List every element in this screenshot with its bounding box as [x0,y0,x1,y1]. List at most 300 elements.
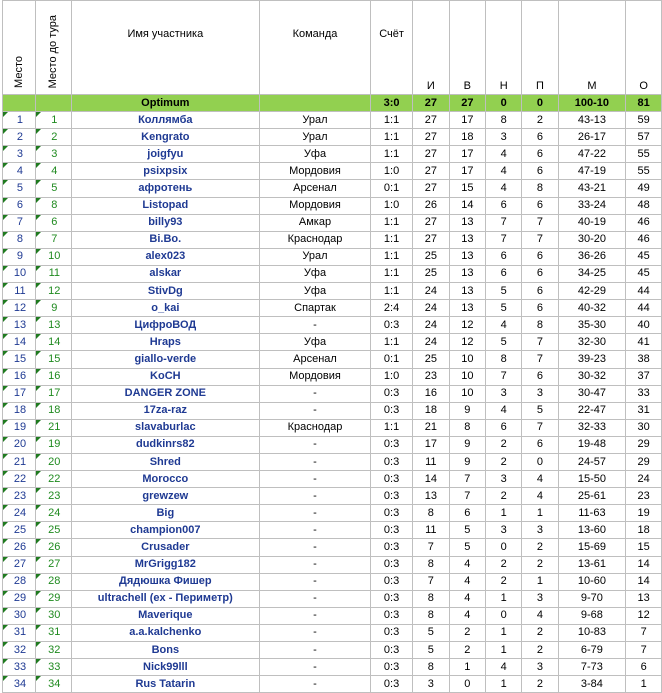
games-cell: 18 [413,402,450,419]
games-cell: 21 [413,419,450,436]
score-cell: 0:3 [371,385,413,402]
table-row [3,300,662,317]
draws-cell: 3 [486,385,522,402]
table-row [3,607,662,624]
points-cell: 7 [626,624,662,641]
player-name: Maverique [71,607,259,624]
goals-cell: 10-83 [558,624,626,641]
losses-cell: 7 [522,231,558,248]
wins-cell: 12 [449,317,486,334]
place-cell: 19 [3,419,36,436]
draws-cell: 6 [486,265,522,282]
place-cell: 15 [3,351,36,368]
draws-cell: 4 [486,146,522,163]
prev-place-cell: 18 [35,402,71,419]
draws-cell: 4 [486,402,522,419]
place-cell: 25 [3,522,36,539]
place-cell: 1 [3,112,36,129]
points-cell: 41 [626,334,662,351]
score-cell: 0:3 [371,573,413,590]
score-cell: 0:1 [371,351,413,368]
prev-place-cell: 32 [35,642,71,659]
draws-cell: 4 [486,180,522,197]
draws-cell: 6 [486,197,522,214]
wins-cell: 13 [449,265,486,282]
points-cell: 18 [626,522,662,539]
score-cell: 0:1 [371,180,413,197]
draws-cell: 4 [486,163,522,180]
player-name: Bons [71,642,259,659]
prev-place-cell: 7 [35,231,71,248]
team-cell: Мордовия [259,163,370,180]
draws-cell: 8 [486,112,522,129]
goals-cell: 26-17 [558,129,626,146]
player-name: StivDg [71,283,259,300]
wins-cell: 13 [449,214,486,231]
col-games-header: И [413,1,450,95]
table-row [3,265,662,282]
place-cell: 29 [3,590,36,607]
draws-cell: 1 [486,642,522,659]
losses-cell: 6 [522,300,558,317]
draws-cell: 1 [486,624,522,641]
losses-cell: 2 [522,539,558,556]
table-row [3,402,662,419]
table-row [3,453,662,470]
goals-cell: 25-61 [558,488,626,505]
goals-cell: 13-60 [558,522,626,539]
player-name: KoCH [71,368,259,385]
points-cell: 44 [626,300,662,317]
losses-cell: 6 [522,436,558,453]
draws-cell: 3 [486,471,522,488]
team-cell: - [259,556,370,573]
prev-place-cell: 17 [35,385,71,402]
points-cell: 44 [626,283,662,300]
goals-cell: 43-21 [558,180,626,197]
goals-cell: 47-22 [558,146,626,163]
table-row [3,471,662,488]
points-cell: 15 [626,539,662,556]
player-name: афротень [71,180,259,197]
place-cell: 22 [3,471,36,488]
points-cell: 38 [626,351,662,368]
goals-cell: 13-61 [558,556,626,573]
team-cell: - [259,505,370,522]
games-cell: 8 [413,607,450,624]
place-cell: 3 [3,146,36,163]
place-cell: 18 [3,402,36,419]
wins-cell: 13 [449,248,486,265]
player-name: Shred [71,453,259,470]
score-cell: 0:3 [371,471,413,488]
wins-cell: 18 [449,129,486,146]
wins-cell: 4 [449,556,486,573]
games-cell: 3 [413,676,450,693]
team-cell: Краснодар [259,419,370,436]
games-cell: 27 [413,214,450,231]
team-cell: - [259,573,370,590]
wins-cell: 9 [449,436,486,453]
games-cell: 25 [413,351,450,368]
place-cell: 26 [3,539,36,556]
player-name: champion007 [71,522,259,539]
prev-place-cell: 28 [35,573,71,590]
wins-cell: 10 [449,351,486,368]
wins-cell: 5 [449,539,486,556]
games-cell: 7 [413,539,450,556]
prev-place-cell: 26 [35,539,71,556]
score-cell: 1:1 [371,146,413,163]
games-cell: 11 [413,522,450,539]
table-row [3,385,662,402]
table-row [3,590,662,607]
goals-cell: 30-47 [558,385,626,402]
draws-cell: 5 [486,300,522,317]
losses-cell: 2 [522,624,558,641]
draws-cell: 3 [486,129,522,146]
team-cell: Амкар [259,214,370,231]
score-cell: 0:3 [371,607,413,624]
score-cell: 1:1 [371,419,413,436]
losses-cell: 6 [522,265,558,282]
team-cell: Мордовия [259,197,370,214]
points-cell: 12 [626,607,662,624]
draws-cell: 0 [486,607,522,624]
col-goals-header: М [558,1,626,95]
points-cell: 48 [626,197,662,214]
player-name: DANGER ZONE [71,385,259,402]
losses-cell: 4 [522,607,558,624]
leader-row [3,95,662,112]
table-row [3,368,662,385]
games-cell: 8 [413,505,450,522]
wins-cell: 10 [449,368,486,385]
goals-cell: 10-60 [558,573,626,590]
table-row [3,129,662,146]
prev-place-cell: 15 [35,351,71,368]
games-cell: 27 [413,180,450,197]
team-cell: Уфа [259,146,370,163]
goals-cell: 3-84 [558,676,626,693]
team-cell: Краснодар [259,231,370,248]
points-cell: 49 [626,180,662,197]
score-cell: 1:1 [371,112,413,129]
draws-cell: 7 [486,231,522,248]
losses-cell: 2 [522,642,558,659]
table-row [3,334,662,351]
place-cell: 21 [3,453,36,470]
wins-cell: 4 [449,590,486,607]
goals-cell: 22-47 [558,402,626,419]
place-cell: 16 [3,368,36,385]
prev-place-cell: 34 [35,676,71,693]
col-draws-header: Н [486,1,522,95]
team-cell: - [259,317,370,334]
goals-cell: 40-32 [558,300,626,317]
table-row [3,231,662,248]
place-cell: 32 [3,642,36,659]
player-name: o_kai [71,300,259,317]
points-cell: 33 [626,385,662,402]
score-cell: 2:4 [371,300,413,317]
games-cell: 27 [413,163,450,180]
points-cell: 14 [626,556,662,573]
leader-goals: 100-10 [558,95,626,112]
wins-cell: 10 [449,385,486,402]
points-cell: 37 [626,368,662,385]
points-cell: 19 [626,505,662,522]
draws-cell: 7 [486,214,522,231]
prev-place-cell: 33 [35,659,71,676]
team-cell: Урал [259,248,370,265]
place-cell: 12 [3,300,36,317]
team-cell: Уфа [259,283,370,300]
prev-place-cell: 4 [35,163,71,180]
team-cell: - [259,607,370,624]
player-name: alskar [71,265,259,282]
games-cell: 5 [413,642,450,659]
prev-place-cell: 21 [35,419,71,436]
wins-cell: 7 [449,488,486,505]
prev-place-cell: 16 [35,368,71,385]
table-row [3,180,662,197]
col-losses-header: П [522,1,558,95]
player-name: Big [71,505,259,522]
place-cell: 14 [3,334,36,351]
table-row [3,317,662,334]
games-cell: 16 [413,385,450,402]
points-cell: 29 [626,453,662,470]
prev-place-cell: 11 [35,265,71,282]
prev-place-cell: 12 [35,283,71,300]
player-name: Дядюшка Фишер [71,573,259,590]
score-cell: 1:0 [371,368,413,385]
score-cell: 0:3 [371,590,413,607]
losses-cell: 6 [522,129,558,146]
player-name: Listopad [71,197,259,214]
leader-score: 3:0 [371,95,413,112]
goals-cell: 32-30 [558,334,626,351]
goals-cell: 11-63 [558,505,626,522]
draws-cell: 4 [486,659,522,676]
team-cell: - [259,488,370,505]
team-cell: Уфа [259,265,370,282]
prev-place-cell: 31 [35,624,71,641]
place-cell: 28 [3,573,36,590]
col-wins-header: В [449,1,486,95]
score-cell: 0:3 [371,642,413,659]
prev-place-cell: 8 [35,197,71,214]
points-cell: 55 [626,146,662,163]
table-row [3,248,662,265]
draws-cell: 4 [486,317,522,334]
score-cell: 1:1 [371,334,413,351]
goals-cell: 42-29 [558,283,626,300]
score-cell: 1:1 [371,283,413,300]
losses-cell: 1 [522,505,558,522]
prev-place-cell: 20 [35,453,71,470]
points-cell: 30 [626,419,662,436]
place-cell: 24 [3,505,36,522]
team-cell: - [259,642,370,659]
prev-place-cell: 19 [35,436,71,453]
col-prev-place-header: Место до тура [35,1,71,95]
table-row [3,214,662,231]
score-cell: 0:3 [371,436,413,453]
place-cell: 17 [3,385,36,402]
player-name: Hraps [71,334,259,351]
losses-cell: 6 [522,248,558,265]
score-cell: 0:3 [371,624,413,641]
score-cell: 0:3 [371,453,413,470]
team-cell: Мордовия [259,368,370,385]
games-cell: 24 [413,283,450,300]
losses-cell: 4 [522,488,558,505]
wins-cell: 6 [449,505,486,522]
points-cell: 31 [626,402,662,419]
leader-prev-cell [35,95,71,112]
place-cell: 20 [3,436,36,453]
team-cell: - [259,590,370,607]
prev-place-cell: 30 [35,607,71,624]
team-cell: - [259,402,370,419]
table-row [3,642,662,659]
score-cell: 1:0 [371,197,413,214]
games-cell: 7 [413,573,450,590]
table-row [3,522,662,539]
player-name: 17za-raz [71,402,259,419]
table-row [3,556,662,573]
leader-draws: 0 [486,95,522,112]
place-cell: 13 [3,317,36,334]
losses-cell: 5 [522,402,558,419]
points-cell: 40 [626,317,662,334]
leader-wins: 27 [449,95,486,112]
player-name: dudkinrs82 [71,436,259,453]
score-cell: 0:3 [371,522,413,539]
points-cell: 46 [626,214,662,231]
games-cell: 8 [413,590,450,607]
games-cell: 8 [413,659,450,676]
table-row [3,351,662,368]
team-cell: - [259,659,370,676]
losses-cell: 8 [522,317,558,334]
goals-cell: 7-73 [558,659,626,676]
table-row [3,488,662,505]
col-team-header: Команда [259,1,370,95]
losses-cell: 3 [522,590,558,607]
place-cell: 11 [3,283,36,300]
goals-cell: 40-19 [558,214,626,231]
losses-cell: 7 [522,351,558,368]
draws-cell: 2 [486,573,522,590]
team-cell: - [259,385,370,402]
wins-cell: 15 [449,180,486,197]
draws-cell: 0 [486,539,522,556]
draws-cell: 7 [486,368,522,385]
place-cell: 34 [3,676,36,693]
place-cell: 27 [3,556,36,573]
points-cell: 7 [626,642,662,659]
score-cell: 0:3 [371,676,413,693]
points-cell: 45 [626,248,662,265]
table-row [3,283,662,300]
wins-cell: 4 [449,573,486,590]
table-row [3,624,662,641]
draws-cell: 6 [486,248,522,265]
player-name: ultrachell (ex - Периметр) [71,590,259,607]
score-cell: 1:1 [371,214,413,231]
points-cell: 14 [626,573,662,590]
place-cell: 2 [3,129,36,146]
points-cell: 57 [626,129,662,146]
games-cell: 11 [413,453,450,470]
place-cell: 33 [3,659,36,676]
goals-cell: 43-13 [558,112,626,129]
wins-cell: 17 [449,112,486,129]
wins-cell: 8 [449,419,486,436]
team-cell: Арсенал [259,180,370,197]
goals-cell: 15-50 [558,471,626,488]
wins-cell: 13 [449,300,486,317]
draws-cell: 2 [486,453,522,470]
score-cell: 0:3 [371,402,413,419]
place-cell: 4 [3,163,36,180]
games-cell: 24 [413,300,450,317]
player-name: Morocco [71,471,259,488]
col-score-header: Счёт [371,1,413,95]
wins-cell: 5 [449,522,486,539]
score-cell: 0:3 [371,556,413,573]
wins-cell: 12 [449,334,486,351]
score-cell: 0:3 [371,317,413,334]
goals-cell: 9-68 [558,607,626,624]
prev-place-cell: 1 [35,112,71,129]
player-name: billy93 [71,214,259,231]
leader-place-cell [3,95,36,112]
player-name: a.a.kalchenko [71,624,259,641]
place-cell: 7 [3,214,36,231]
games-cell: 27 [413,146,450,163]
score-cell: 0:3 [371,659,413,676]
prev-place-cell: 5 [35,180,71,197]
player-name: psixpsix [71,163,259,180]
games-cell: 27 [413,129,450,146]
prev-place-cell: 2 [35,129,71,146]
wins-cell: 2 [449,642,486,659]
goals-cell: 47-19 [558,163,626,180]
goals-cell: 39-23 [558,351,626,368]
losses-cell: 3 [522,659,558,676]
team-cell: Уфа [259,334,370,351]
prev-place-cell: 27 [35,556,71,573]
goals-cell: 35-30 [558,317,626,334]
losses-cell: 6 [522,197,558,214]
points-cell: 59 [626,112,662,129]
prev-place-cell: 22 [35,471,71,488]
goals-cell: 34-25 [558,265,626,282]
team-cell: - [259,471,370,488]
draws-cell: 1 [486,590,522,607]
col-name-header: Имя участника [71,1,259,95]
player-name: Nick99lll [71,659,259,676]
team-cell: - [259,522,370,539]
player-name: Rus Tatarin [71,676,259,693]
leader-games: 27 [413,95,450,112]
team-cell: - [259,539,370,556]
team-cell: Спартак [259,300,370,317]
